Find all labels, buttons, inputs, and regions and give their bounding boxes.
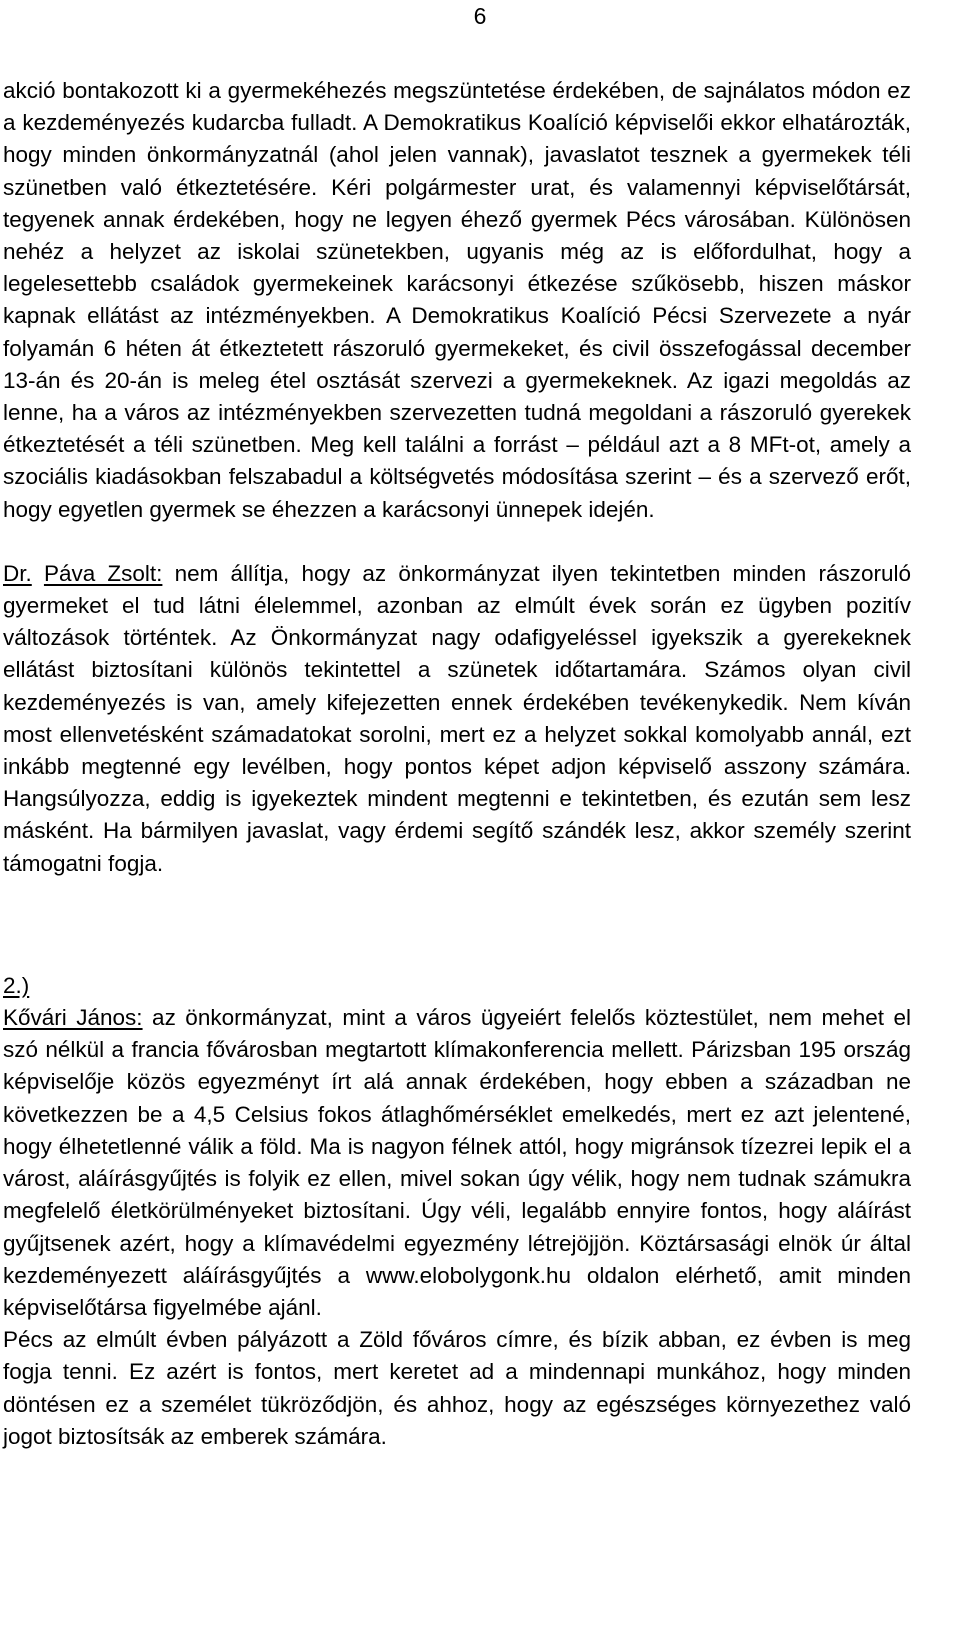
paragraph-text: nem állítja, hogy az önkormányzat ilyen tekintetben minden rászoruló gyermeket el tud látni élelemmel, azonban az elmúlt évek során ez ügyben pozitív változások történtek. Az Önkormányzat nagy odafigyeléssel igyekszik a gyerekeknek ellátást biztosítani különös tekintettel a szünetek időtartamára. Számos olyan civil kezdeményezés is van, amely kifejezetten ennek érdekében tevékenykedik. Nem kíván most ellenvetésként számadatokat sorolni, mert ez a helyzet sokkal komolyabb annál, ezt inkább megtenné egy levélben, hogy pontos képet adjon képviselő asszony számára. Hangsúlyozza, eddig is igyekeztek mindent megtenni e tekintetben, és ezután sem lesz másként. Ha bármilyen javaslat, vagy érdemi segítő szándék lesz, akkor személy szerint támogatni fogja. bbox=[3, 560, 911, 876]
page-number: 6 bbox=[473, 3, 487, 29]
speaker-name: Páva Zsolt: bbox=[43, 560, 163, 586]
paragraph-intro: akció bontakozott ki a gyermekéhezés megszüntetése érdekében, de sajnálatos módon ez a kezdeményezés kudarcba fulladt. A Demokratikus Koalíció képviselői ekkor elhatározták, hogy minden önkormányzatnál (ahol jelen vannak), javaslatot tesznek a gyermekek téli szünetben való étkeztetésére. Kéri polgármester urat, és valamennyi képviselőtársát, tegyenek annak érdekében, hogy ne legyen éhező gyermek Pécs városában. Különösen nehéz a helyzet az iskolai szünetekben, ugyanis még az is előfordulhat, hogy a legelesettebb családok gyermekeinek karácsonyi étkezése szűkösebb, hiszen máskor kapnak ellátást az intézményekben. A Demokratikus Koalíció Pécsi Szervezete a nyár folyamán 6 héten át étkeztetett rászoruló gyermekeket, és civil összefogással december 13-án és 20-án is meleg étel osztását szervezi a gyermekeknek. Az igazi megoldás az lenne, ha a város az intézményekben szervezetten tudná megoldani a rászoruló gyerekek étkeztetését a téli szünetben. Meg kell találni a forrást – például azt a 8 MFt-ot, amely a szociális kiadásokban felszabadul a költségvetés módosítása szerint – és a szervező erőt, hogy egyetlen gyermek se éhezzen a karácsonyi ünnepek idején. bbox=[3, 78, 911, 522]
speaker-name: Kővári János: bbox=[3, 1005, 143, 1031]
paragraph-zold-fovaros: Pécs az elmúlt évben pályázott a Zöld főváros címre, és bízik abban, ez évben is meg fogja tenni. Ez azért is fontos, mert keretet ad a mindennapi munkához, hogy minden döntésen ez a személet tükröződjön, és ahhoz, hogy az egészséges környezethez való jogot biztosítsák az emberek számára. bbox=[3, 1327, 911, 1449]
speaker-prefix: Dr. bbox=[3, 560, 32, 586]
paragraph-pava-zsolt bbox=[3, 558, 911, 880]
document-body bbox=[3, 75, 911, 1453]
paragraph-kovari-janos bbox=[3, 1002, 911, 1324]
section-number: 2.) bbox=[3, 972, 30, 998]
paragraph-text: az önkormányzat, mint a város ügyeiért felelős köztestület, nem mehet el szó nélkül a francia fővárosban megtartott klímakonferencia mellett. Párizsban 195 ország képviselője közös egyezményt írt alá annak érdekében, hogy ebben a században ne következzen be a 4,5 Celsius fokos átlaghőmérséklet emelkedés, mert ez azt jelentené, hogy élhetetlenné válik a föld. Ma is nagyon félnek attól, hogy migránsok tízezrei lepik el a várost, aláírásgyűjtés is folyik ez ellen, mivel sokan úgy vélik, hogy nem tudnak számukra megfelelő életkörülményeket biztosítani. Úgy véli, legalább ennyire fontos, hogy aláírást gyűjtsenek azért, hogy a klímavédelmi egyezmény létrejöjjön. Köztársasági elnök úr által kezdeményezett aláírásgyűjtés a www.elobolygonk.hu oldalon elérhető, amit minden képviselőtársa figyelmébe ajánl. bbox=[3, 1005, 911, 1320]
